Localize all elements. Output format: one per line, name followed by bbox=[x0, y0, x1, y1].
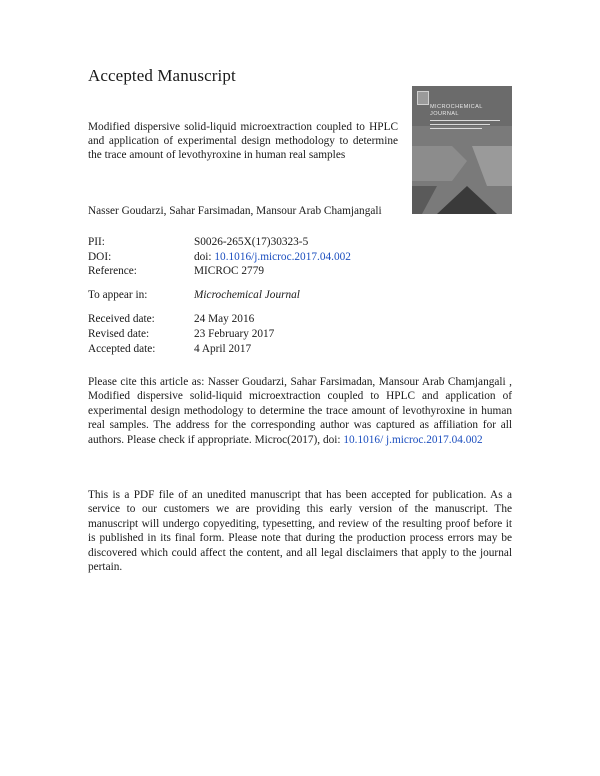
disclaimer-paragraph: This is a PDF file of an unedited manuscript that has been accepted for publication. As a service to our customers we are providing this early version of the manuscript. The manuscript will undergo copyediting, typesetting, and review of the resulting proof before it is published in its final form. Please note that during the production process errors may be discovered which could affect the content, and all legal disclaimers that apply to the journal pertain. bbox=[88, 489, 512, 574]
cover-text-line bbox=[430, 124, 490, 125]
meta-label: Revised date: bbox=[88, 328, 150, 340]
meta-label: Received date: bbox=[88, 313, 155, 325]
doi-prefix: doi: bbox=[194, 251, 212, 263]
meta-label: Reference: bbox=[88, 265, 137, 277]
meta-value: 24 May 2016 bbox=[194, 313, 255, 325]
cover-text-line bbox=[430, 128, 482, 129]
meta-value: 4 April 2017 bbox=[194, 343, 252, 355]
citation-doi-link[interactable]: 10.1016/ j.microc.2017.04.002 bbox=[343, 433, 483, 446]
meta-value: Microchemical Journal bbox=[194, 289, 300, 301]
meta-value: S0026-265X(17)30323-5 bbox=[194, 236, 309, 248]
journal-cover-image bbox=[412, 86, 512, 214]
author-list: Nasser Goudarzi, Sahar Farsimadan, Mansour Arab Chamjangali bbox=[88, 205, 382, 217]
meta-value: 23 February 2017 bbox=[194, 328, 275, 340]
publisher-logo bbox=[417, 91, 429, 105]
meta-label: DOI: bbox=[88, 251, 112, 263]
page-heading: Accepted Manuscript bbox=[88, 66, 236, 85]
meta-value: MICROC 2779 bbox=[194, 265, 264, 277]
cover-text-line bbox=[430, 120, 500, 121]
cover-journal-name: MICROCHEMICAL JOURNAL bbox=[430, 104, 483, 117]
citation-paragraph bbox=[88, 375, 512, 447]
citation-text: Please cite this article as: Nasser Goudarzi, Sahar Farsimadan, Mansour Arab Chamjangali , Modified dispersive solid-liquid microextraction coupled to HPLC and application of experimental design methodology to determine the trace amount of levothyroxine in human real samples. The address for the corresponding author was captured as affiliation for all authors. Please check if appropriate. Microc(2017), doi: bbox=[88, 376, 512, 446]
meta-label: Accepted date: bbox=[88, 343, 156, 355]
article-title: Modified dispersive solid-liquid microextraction coupled to HPLC and application of experimental design methodology to determine the trace amount of levothyroxine in human real samples bbox=[88, 121, 398, 162]
meta-label: To appear in: bbox=[88, 289, 148, 301]
doi-link[interactable]: 10.1016/j.microc.2017.04.002 bbox=[214, 251, 351, 263]
meta-value bbox=[194, 251, 351, 263]
meta-label: PII: bbox=[88, 236, 105, 248]
